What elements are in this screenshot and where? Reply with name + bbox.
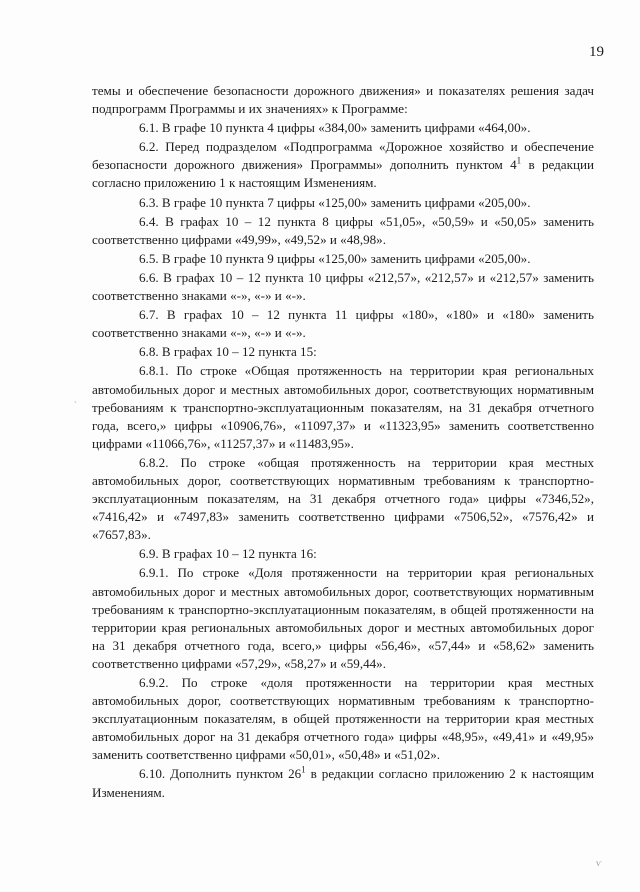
scan-artifact-mark: ⱱ — [596, 858, 602, 868]
paragraph-6-2 — [92, 138, 594, 192]
paragraph-6-1: 6.1. В графе 10 пункта 4 цифры «384,00» заменить цифрами «464,00». — [139, 120, 531, 136]
paragraph-6-2-text-end: в редакции согласно приложению 1 к настоящим Изменениям. — [92, 157, 594, 191]
page-number: 19 — [589, 44, 604, 60]
paragraph-6-8: 6.8. В графах 10 – 12 пункта 15: — [139, 344, 317, 360]
superscript-one: 1 — [301, 765, 306, 776]
paragraph-6-9-2: 6.9.2. По строке «доля протяженности на территории края местных автомобильных дорог, соответствующих нормативным требованиям к транспортно-эксплуатационным показателям, в общей протяженности на территории края местных автомобильных дорог на 31 декабря отчетного года» цифры «48,95», «49,41» и «49,95» заменить соответственно цифрами «50,01», «50,48» и «51,02». — [92, 675, 594, 763]
paragraph-6-4: 6.4. В графах 10 – 12 пункта 8 цифры «51,05», «50,59» и «50,05» заменить соответственно цифрами «49,99», «49,52» и «48,98». — [92, 213, 594, 247]
document-body — [92, 82, 594, 802]
paragraph-6-2-text-start: 6.2. Перед подразделом «Подпрограмма «Дорожное хозяйство и обеспечение безопасности дорожного движения» Программы» дополнить пунктом 4 — [92, 139, 594, 173]
paragraph-6-5: 6.5. В графе 10 пункта 9 цифры «125,00» заменить цифрами «205,00». — [139, 250, 531, 266]
paragraph-6-9: 6.9. В графах 10 – 12 пункта 16: — [139, 546, 317, 562]
paragraph-6-10 — [92, 765, 594, 801]
paragraph-6-10-text-end: в редакции согласно приложению 2 к настоящим Изменениям. — [92, 766, 595, 800]
paragraph-6-8-1: 6.8.1. По строке «Общая протяженность на территории края региональных автомобильных дорог и местных автомобильных дорог, соответствующих нормативным требованиям к транспортно-эксплуатационным показателям, на 31 декабря отчетного года, всего,» цифры «10906,76», «11097,37» и «11323,95» заменить соответственно цифрами «11066,76», «11257,37» и «11483,95». — [92, 363, 594, 451]
paragraph-6-7: 6.7. В графах 10 – 12 пункта 11 цифры «180», «180» и «180» заменить соответственно знаками «-», «-» и «-». — [92, 307, 594, 341]
margin-mark: ` — [74, 400, 77, 410]
paragraph-6-3: 6.3. В графе 10 пункта 7 цифры «125,00» заменить цифрами «205,00». — [139, 194, 531, 210]
superscript-one: 1 — [516, 156, 522, 167]
paragraph-6-6: 6.6. В графах 10 – 12 пункта 10 цифры «212,57», «212,57» и «212,57» заменить соответственно знаками «-», «-» и «-». — [92, 269, 594, 304]
paragraph-intro: темы и обеспечение безопасности дорожного движения» и показателях решения задач подпрограмм Программы и их значениях» к Программе: — [92, 83, 594, 117]
paragraph-6-8-2: 6.8.2. По строке «общая протяженность на территории края местных автомобильных дорог, соответствующих нормативным требованиям к транспортно-эксплуатационным показателям, на 31 декабря отчетного года» цифры «7346,52», «7416,42» и «7497,83» заменить соответственно цифрами «7506,52», «7576,42» и «7657,83». — [92, 454, 594, 543]
paragraph-6-10-text-start: 6.10. Дополнить пунктом 26 — [139, 766, 302, 782]
paragraph-6-9-1: 6.9.1. По строке «Доля протяженности на территории края региональных автомобильных дорог и местных автомобильных дорог, соответствующих нормативным требованиям к транспортно-эксплуатационным показателям, в общей протяженности на территории края региональных автомобильных дорог и местных автомобильных дорог на 31 декабря отчетного года, всего,» цифры «56,46», «57,44» и «58,62» заменить соответственно цифрами «57,29», «58,27» и «59,44». — [92, 565, 594, 671]
